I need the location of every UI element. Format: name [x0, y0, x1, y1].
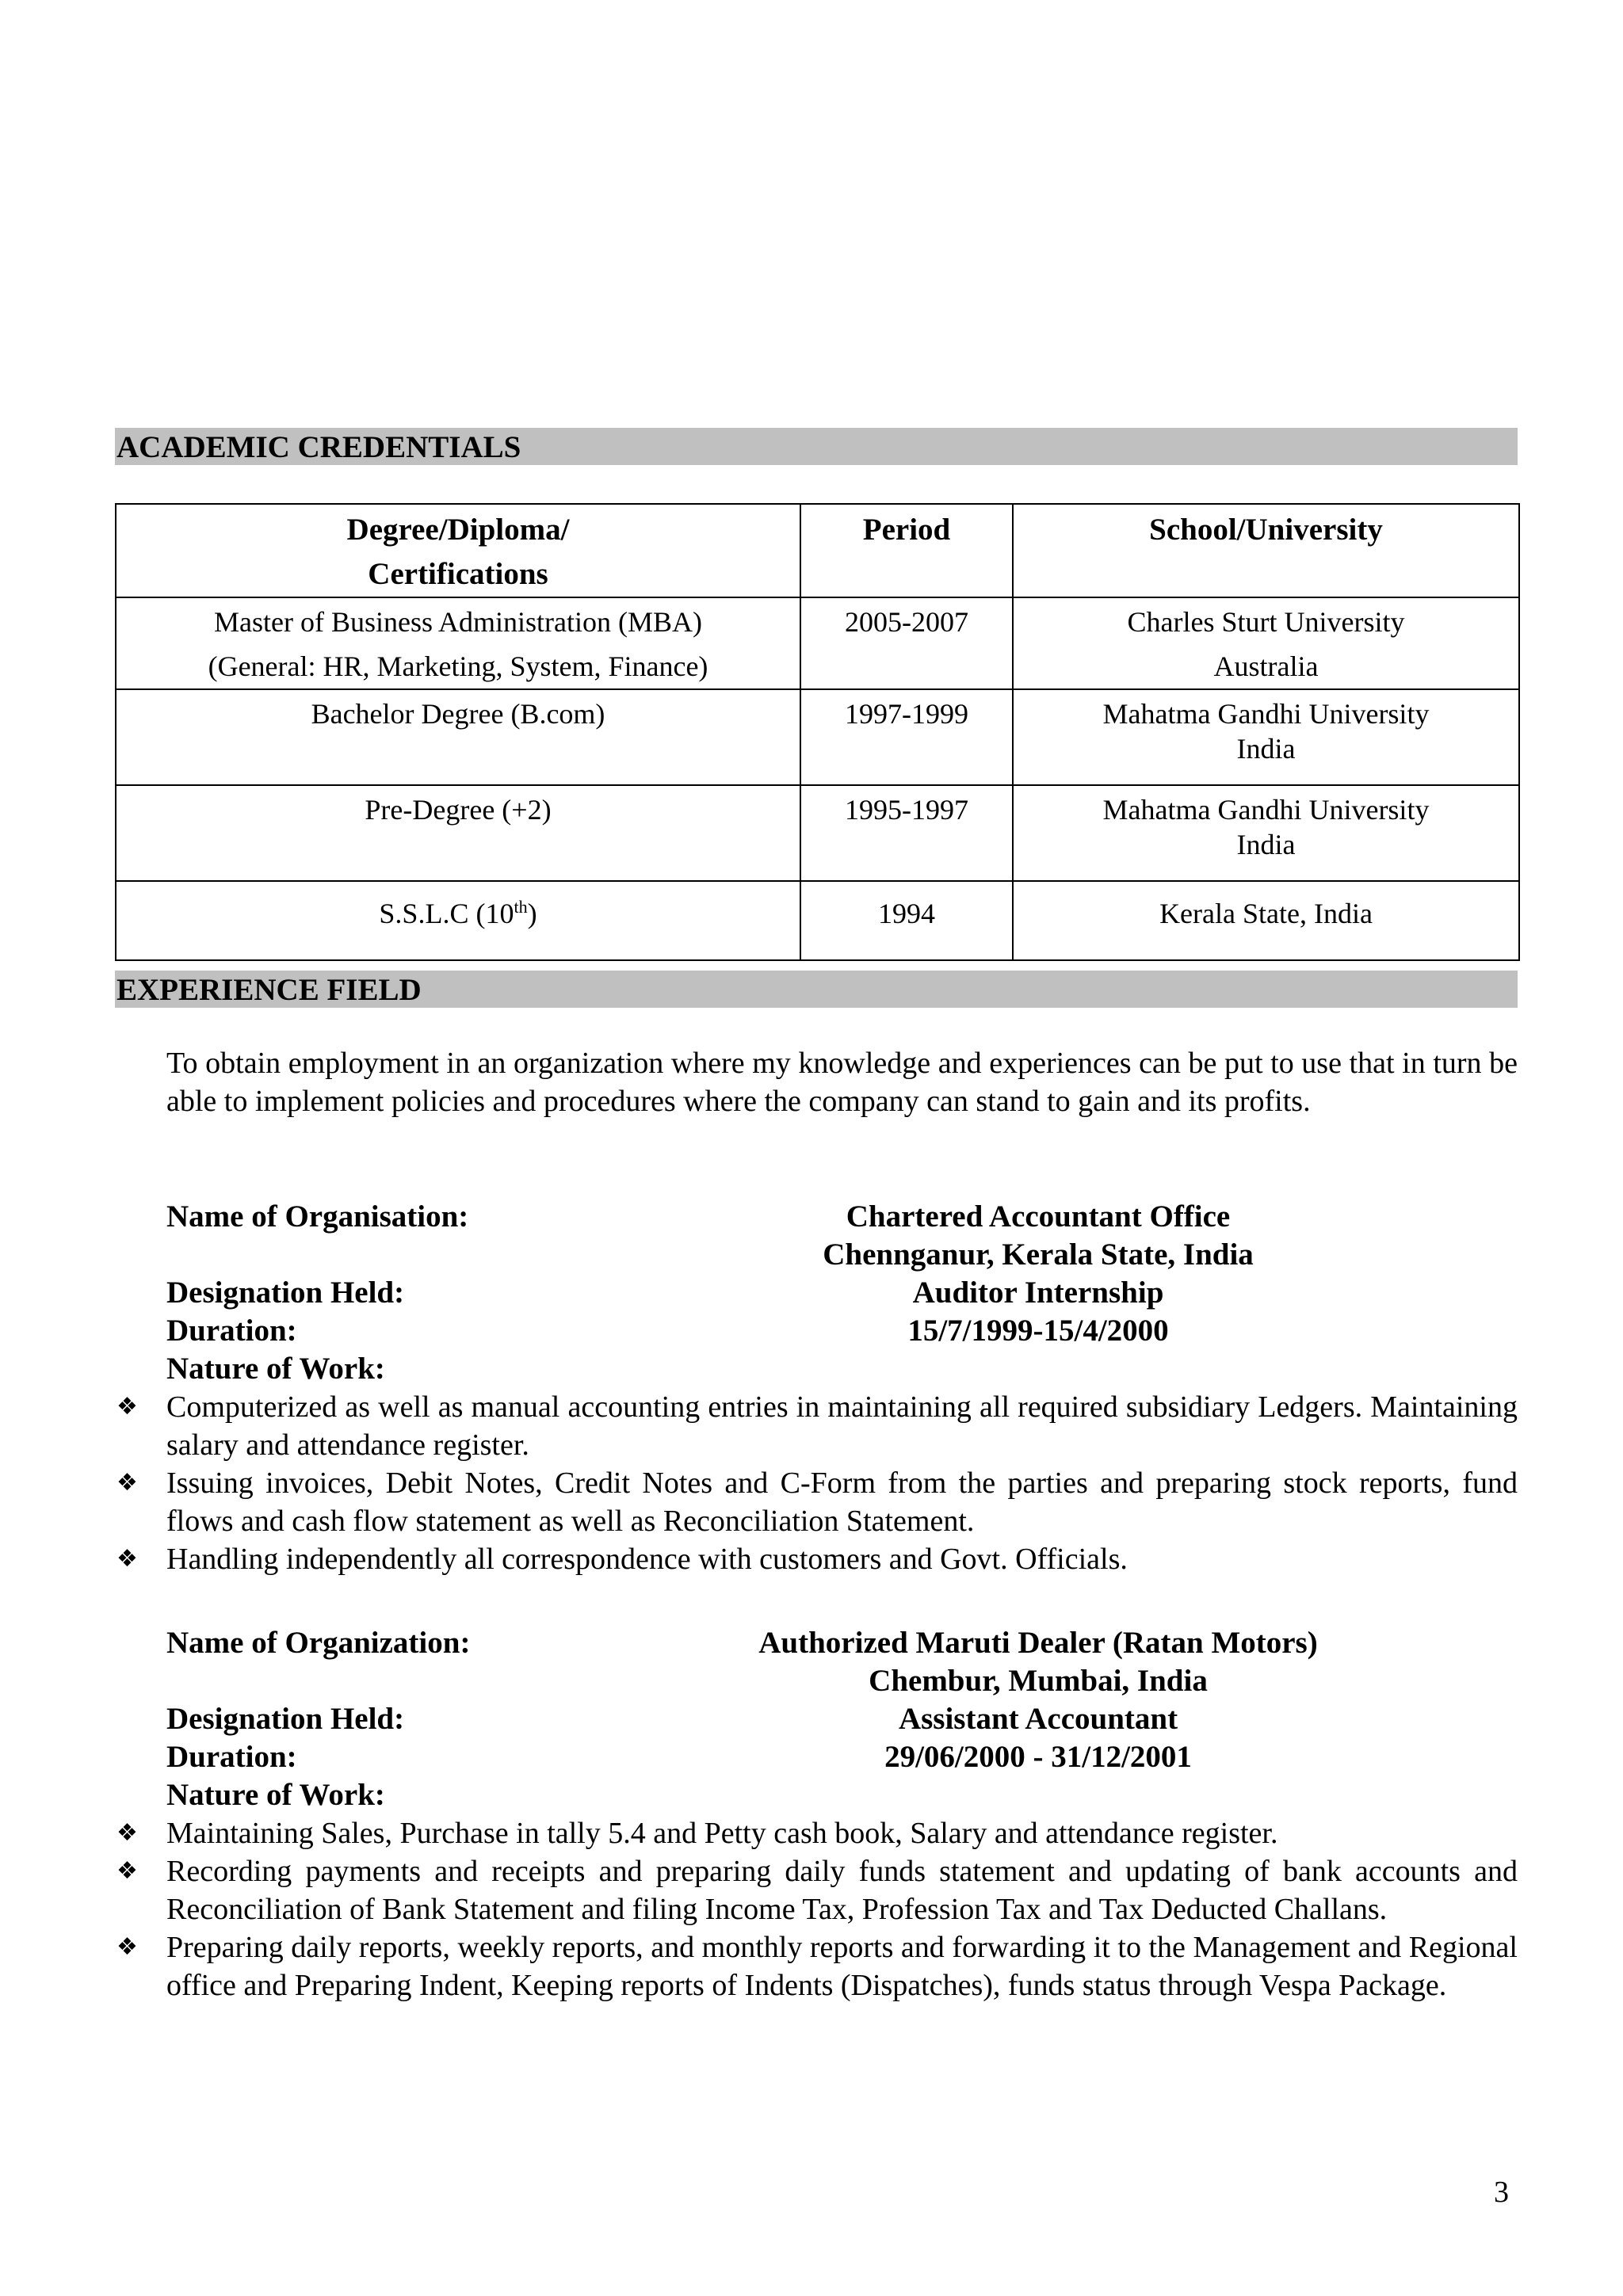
- duration-label: Duration:: [166, 1314, 297, 1348]
- duties-list-2: [115, 1814, 1518, 2004]
- school-cell: [1013, 785, 1519, 881]
- duration-value: 15/7/1999-15/4/2000: [907, 1314, 1169, 1348]
- duration-value: 29/06/2000 - 31/12/2001: [884, 1740, 1192, 1774]
- duration-row: [166, 1312, 1518, 1350]
- degree-subtext: (General: HR, Marketing, System, Finance): [208, 650, 708, 682]
- credentials-table: [115, 503, 1520, 961]
- org-name-row: [166, 1624, 1518, 1662]
- period-cell: 1994: [800, 881, 1013, 960]
- org-name: Authorized Maruti Dealer (Ratan Motors): [758, 1626, 1318, 1660]
- diamond-bullet-icon: ❖: [116, 1933, 138, 1961]
- table-row: [116, 785, 1519, 881]
- list-item: [115, 1852, 1518, 1928]
- table-row: [116, 881, 1519, 960]
- org-label: Name of Organisation:: [166, 1199, 469, 1234]
- org-name-row: [166, 1198, 1518, 1236]
- degree-text: S.S.L.C (10: [379, 898, 514, 929]
- table-row: [116, 689, 1519, 785]
- experience-entry-1: [166, 1198, 1518, 1388]
- page-number: 3: [1494, 2176, 1509, 2209]
- designation-label: Designation Held:: [166, 1276, 405, 1310]
- diamond-bullet-icon: ❖: [116, 1857, 138, 1885]
- degree-cell: [116, 597, 800, 689]
- org-location-row: [166, 1662, 1518, 1700]
- nature-label: Nature of Work:: [166, 1352, 385, 1386]
- list-item: [115, 1464, 1518, 1540]
- degree-cell: [116, 881, 800, 960]
- designation-row: [166, 1274, 1518, 1312]
- table-row: [116, 597, 1519, 689]
- table-header-row: [116, 504, 1519, 597]
- header-degree-line1: Degree/Diploma/: [346, 513, 570, 547]
- list-item: [115, 1388, 1518, 1464]
- duty-text: Issuing invoices, Debit Notes, Credit Notes and C-Form from the parties and preparing stock reports, fund flows and cash flow statement as well as Reconciliation Statement.: [166, 1466, 1518, 1538]
- designation-value: Auditor Internship: [912, 1276, 1164, 1310]
- duration-label: Duration:: [166, 1740, 297, 1774]
- duty-text: Preparing daily reports, weekly reports, and monthly reports and forwarding it to the Management and Regional office and Preparing Indent, Keeping reports of Indents (Dispatches), funds status through Vespa Package.: [166, 1931, 1518, 2002]
- diamond-bullet-icon: ❖: [116, 1819, 138, 1847]
- duty-text: Handling independently all correspondence with customers and Govt. Officials.: [166, 1543, 1128, 1576]
- org-location: Chembur, Mumbai, India: [869, 1664, 1208, 1698]
- duration-row: [166, 1738, 1518, 1776]
- school-name: Charles Sturt University: [1127, 606, 1405, 638]
- org-location-row: [166, 1236, 1518, 1274]
- school-cell: [1013, 689, 1519, 785]
- degree-superscript: th: [514, 897, 528, 917]
- duty-text: Recording payments and receipts and preparing daily funds statement and updating of bank accounts and Reconciliation of Bank Statement and filing Income Tax, Profession Tax and Tax Deducted Challans.: [166, 1855, 1518, 1926]
- school-name: Mahatma Gandhi University: [1102, 794, 1430, 826]
- diamond-bullet-icon: ❖: [116, 1469, 138, 1497]
- nature-label: Nature of Work:: [166, 1778, 385, 1812]
- section-heading-experience: EXPERIENCE FIELD: [115, 971, 1518, 1008]
- school-location: India: [1236, 733, 1296, 765]
- duties-list-1: [115, 1388, 1518, 1578]
- list-item: [115, 1814, 1518, 1852]
- duty-text: Computerized as well as manual accounting entries in maintaining all required subsidiary Ledgers. Maintaining salary and attendance register.: [166, 1390, 1518, 1462]
- period-cell: 1995-1997: [800, 785, 1013, 881]
- school-name: Mahatma Gandhi University: [1102, 698, 1430, 730]
- duty-text: Maintaining Sales, Purchase in tally 5.4 and Petty cash book, Salary and attendance register.: [166, 1817, 1278, 1850]
- header-degree-line2: Certifications: [368, 557, 548, 591]
- org-label: Name of Organization:: [166, 1626, 471, 1660]
- designation-row: [166, 1700, 1518, 1738]
- section-heading-academic: ACADEMIC CREDENTIALS: [115, 428, 1518, 465]
- nature-row: [166, 1350, 1518, 1388]
- diamond-bullet-icon: ❖: [116, 1545, 138, 1573]
- diamond-bullet-icon: ❖: [116, 1393, 138, 1421]
- degree-text: Master of Business Administration (MBA): [214, 606, 702, 638]
- list-item: [115, 1928, 1518, 2004]
- school-cell: [1013, 597, 1519, 689]
- designation-label: Designation Held:: [166, 1702, 405, 1736]
- org-location: Chennganur, Kerala State, India: [823, 1238, 1254, 1272]
- degree-cell: Bachelor Degree (B.com): [116, 689, 800, 785]
- objective-paragraph: To obtain employment in an organization where my knowledge and experiences can be put to use that in turn be able to implement policies and procedures where the company can stand to gain and its profits.: [166, 1047, 1518, 1118]
- period-cell: 2005-2007: [800, 597, 1013, 689]
- school-location: India: [1236, 829, 1296, 860]
- header-period: Period: [800, 504, 1013, 597]
- list-item: [115, 1540, 1518, 1578]
- degree-text-end: ): [527, 898, 537, 929]
- header-degree: [116, 504, 800, 597]
- degree-cell: Pre-Degree (+2): [116, 785, 800, 881]
- org-name: Chartered Accountant Office: [846, 1199, 1231, 1234]
- school-location: Australia: [1213, 650, 1319, 682]
- period-cell: 1997-1999: [800, 689, 1013, 785]
- nature-row: [166, 1776, 1518, 1814]
- school-cell: Kerala State, India: [1013, 881, 1519, 960]
- designation-value: Assistant Accountant: [898, 1702, 1178, 1736]
- experience-entry-2: [166, 1624, 1518, 1814]
- header-school: School/University: [1013, 504, 1519, 597]
